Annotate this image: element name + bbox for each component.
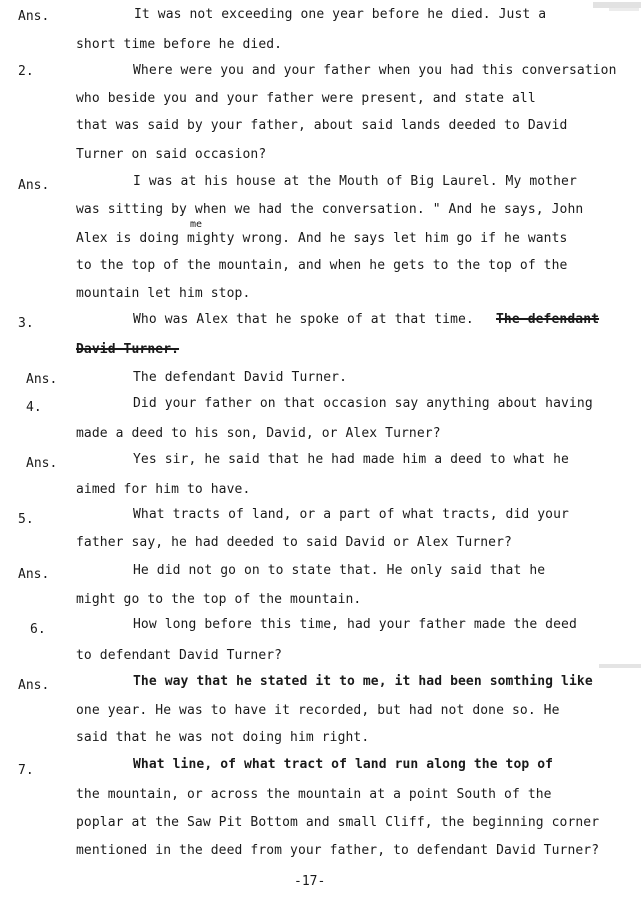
line-20: father say, he had deeded to said David or Alex Turner? xyxy=(76,535,512,550)
line-16: made a deed to his son, David, or Alex Turner? xyxy=(76,426,441,441)
line-21: He did not go on to state that. He only said that he xyxy=(133,563,546,578)
answer-label: Ans. xyxy=(26,372,58,387)
line-31: mentioned in the deed from your father, to defendant David Turner? xyxy=(76,843,600,858)
scan-smudge-right xyxy=(593,658,643,676)
line-10: to the top of the mountain, and when he gets to the top of the xyxy=(76,258,568,273)
line-12: Who was Alex that he spoke of at that time. xyxy=(133,312,474,327)
handwritten-insert: me xyxy=(190,219,203,230)
line-14: The defendant David Turner. xyxy=(133,370,348,385)
question-label: 7. xyxy=(18,763,34,778)
line-11: mountain let him stop. xyxy=(76,286,251,301)
struck-text: David Turner. xyxy=(76,342,180,357)
line-27: said that he was not doing him right. xyxy=(76,730,370,745)
line-5: that was said by your father, about said lands deeded to David xyxy=(76,118,568,133)
line-29: the mountain, or across the mountain at a point South of the xyxy=(76,787,552,802)
line-7: I was at his house at the Mouth of Big Laurel. My mother xyxy=(133,174,577,189)
line-28: What line, of what tract of land run along the top of xyxy=(133,757,554,772)
line-26: one year. He was to have it recorded, but had not done so. He xyxy=(76,703,560,718)
question-label: 6. xyxy=(30,622,46,637)
line-17: Yes sir, he said that he had made him a deed to what he xyxy=(133,452,569,467)
line-4: who beside you and your father were present, and state all xyxy=(76,91,536,106)
line-8: was sitting by when we had the conversation. " And he says, John xyxy=(76,202,584,217)
struck-text: The defendant xyxy=(496,312,600,327)
line-9: Alex is doing mighty wrong. And he says let him go if he wants xyxy=(76,231,568,246)
line-15: Did your father on that occasion say anything about having xyxy=(133,396,593,411)
line-3: Where were you and your father when you had this conversation xyxy=(133,63,617,78)
answer-label: Ans. xyxy=(18,178,50,193)
question-label: 3. xyxy=(18,316,34,331)
line-25: The way that he stated it to me, it had been somthing like xyxy=(133,674,593,689)
line-1: It was not exceeding one year before he died. Just a xyxy=(134,7,547,22)
line-18: aimed for him to have. xyxy=(76,482,251,497)
line-6: Turner on said occasion? xyxy=(76,147,267,162)
scan-smudge-top-right xyxy=(583,0,643,16)
line-22: might go to the top of the mountain. xyxy=(76,592,362,607)
question-label: 5. xyxy=(18,512,34,527)
question-label: 4. xyxy=(26,400,42,415)
answer-label: Ans. xyxy=(18,9,50,24)
question-label: 2. xyxy=(18,64,34,79)
page-number: -17- xyxy=(294,874,326,889)
answer-label: Ans. xyxy=(26,456,58,471)
line-24: to defendant David Turner? xyxy=(76,648,283,663)
line-2: short time before he died. xyxy=(76,37,283,52)
answer-label: Ans. xyxy=(18,678,50,693)
line-23: How long before this time, had your father made the deed xyxy=(133,617,577,632)
line-19: What tracts of land, or a part of what tracts, did your xyxy=(133,507,569,522)
answer-label: Ans. xyxy=(18,567,50,582)
line-30: poplar at the Saw Pit Bottom and small Cliff, the beginning corner xyxy=(76,815,600,830)
